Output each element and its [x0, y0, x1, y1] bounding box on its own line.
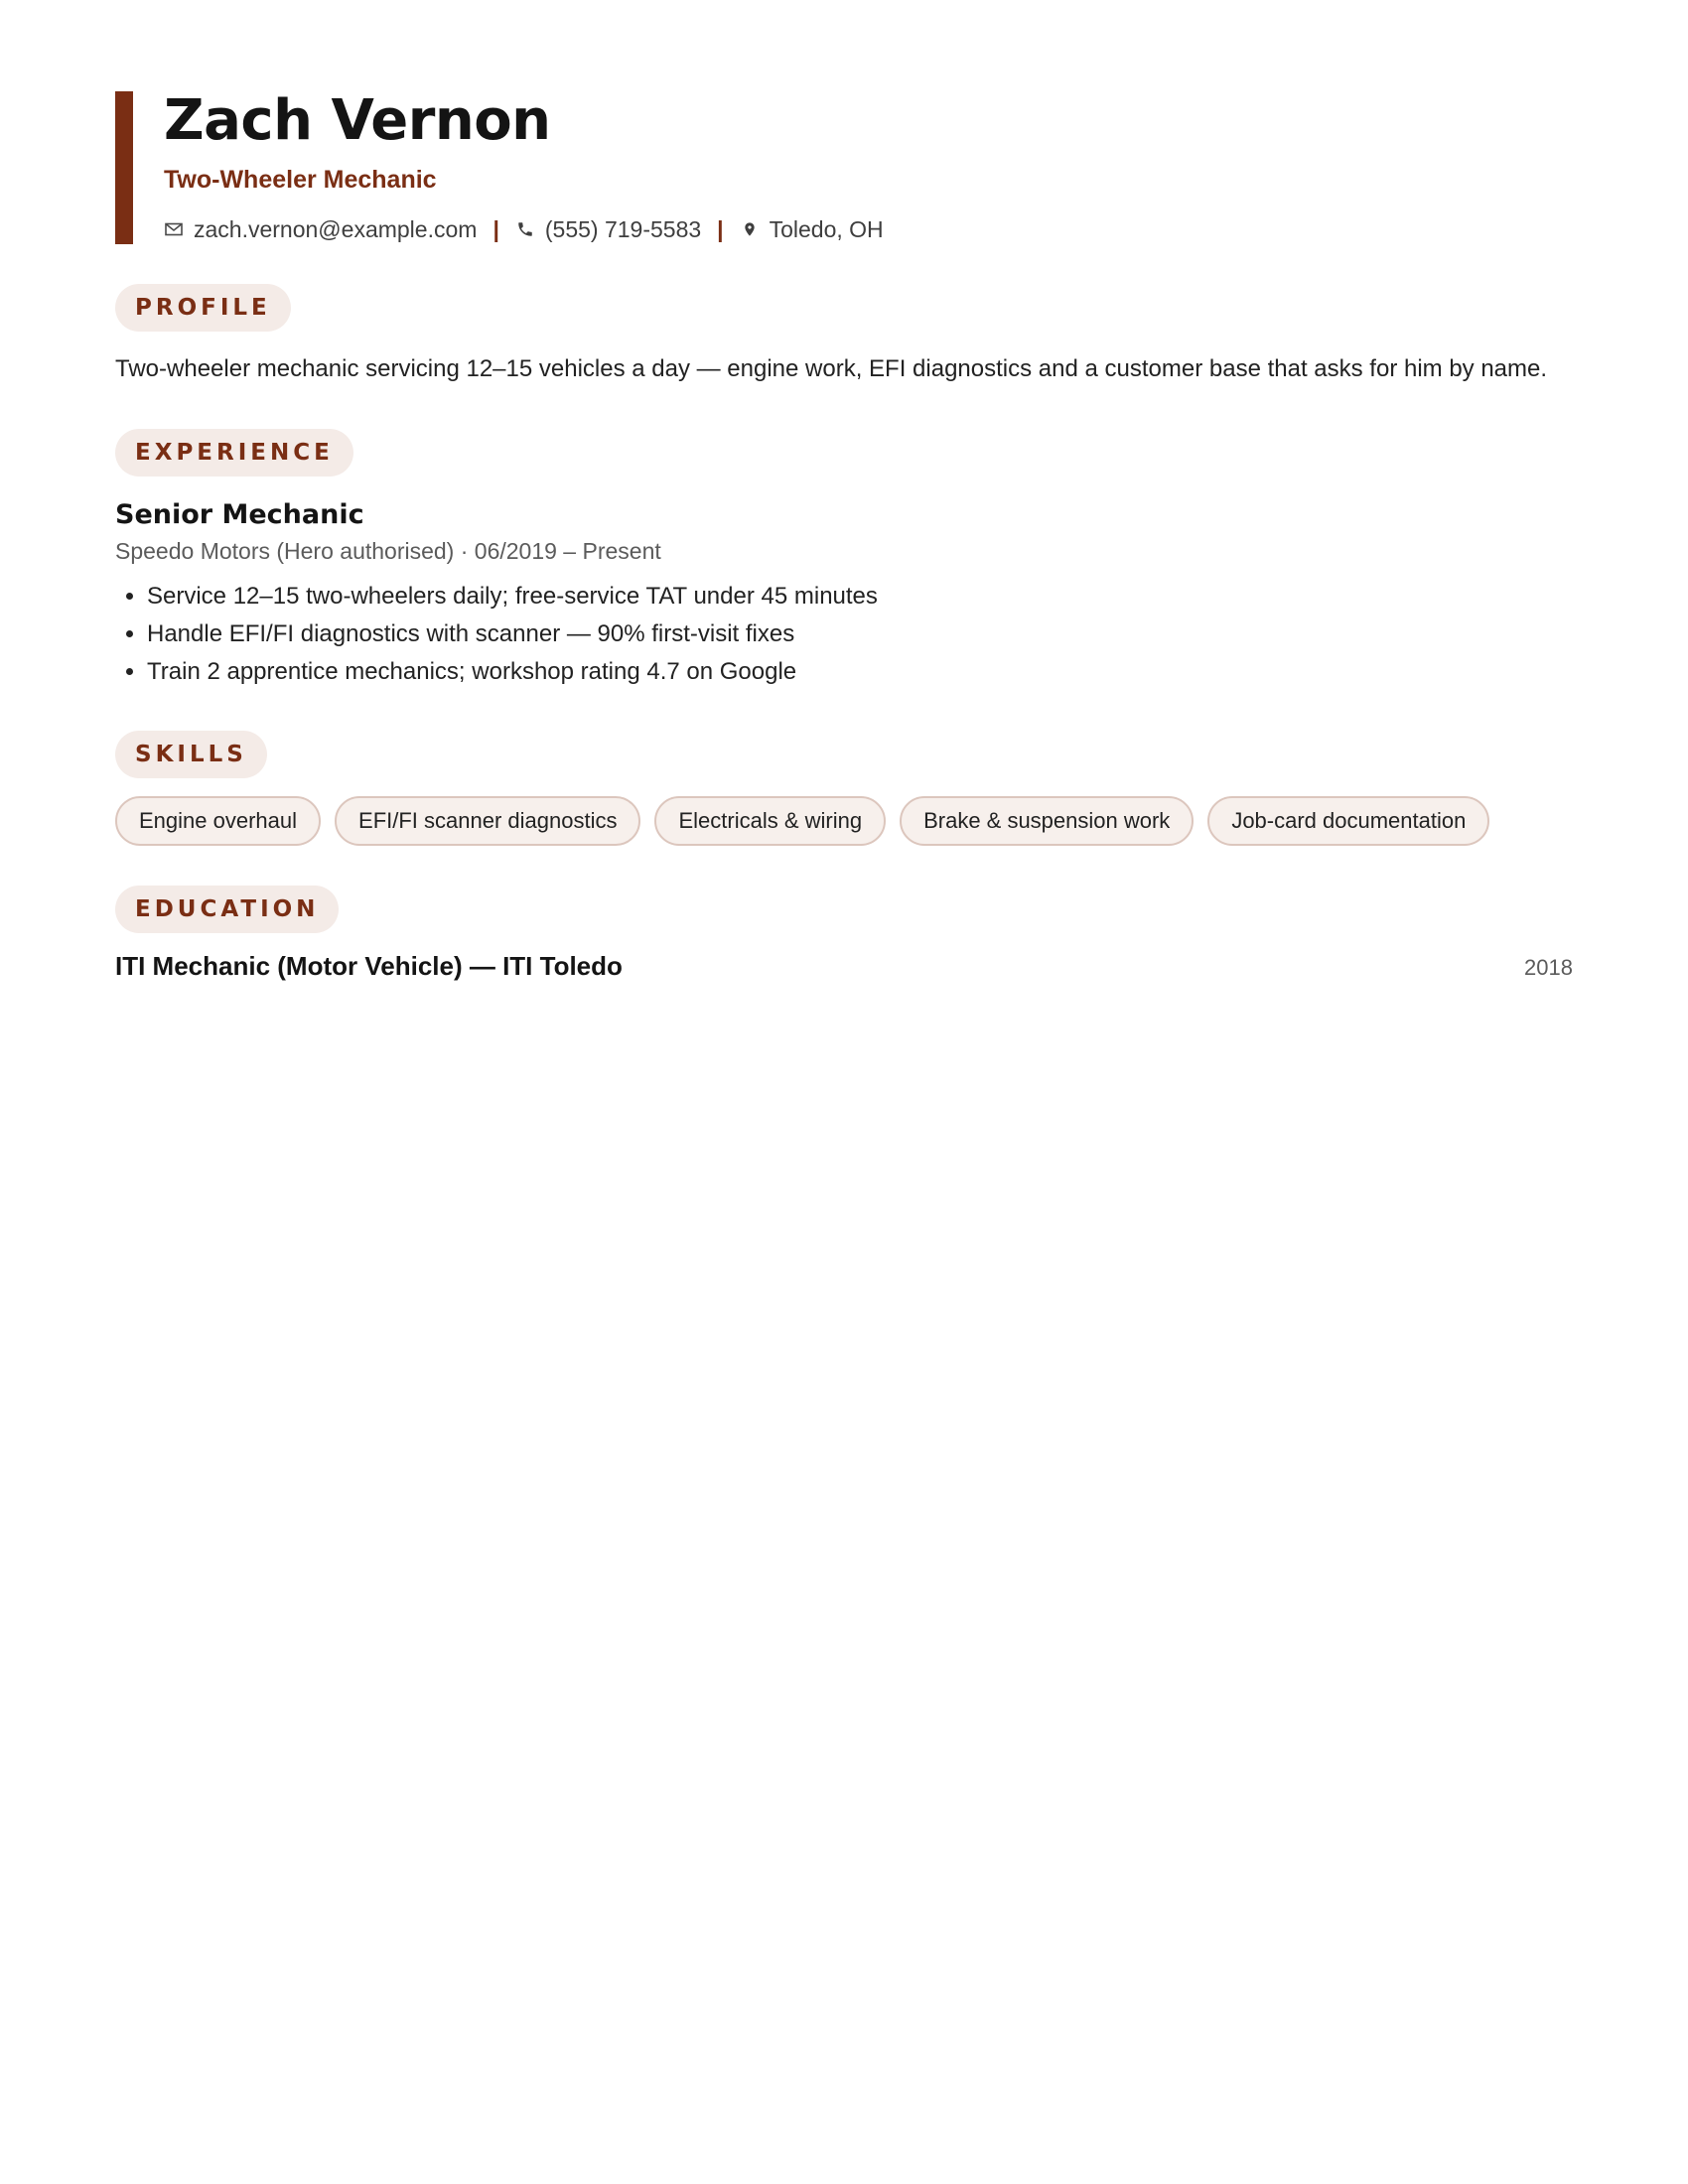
email-text: zach.vernon@example.com — [194, 216, 478, 242]
skills-list — [115, 796, 1573, 846]
header-accent-bar — [115, 91, 133, 244]
job-meta: Speedo Motors (Hero authorised) · 06/2019 – Present — [115, 538, 661, 564]
job-title: Senior Mechanic — [115, 499, 364, 530]
education-section — [115, 886, 1573, 982]
profile-summary: Two-wheeler mechanic servicing 12–15 vehicles a day — engine work, EFI diagnostics and a customer base that asks for him by name. — [115, 355, 1548, 382]
contact-email[interactable] — [164, 214, 477, 244]
skills-heading: SKILLS — [115, 731, 267, 778]
skills-section — [115, 731, 1573, 846]
contact-phone[interactable] — [515, 214, 701, 244]
job-bullets — [115, 578, 1573, 691]
candidate-name: Zach Vernon — [164, 88, 551, 153]
education-year: 2018 — [1524, 955, 1573, 980]
profile-section — [115, 284, 1573, 389]
education-heading: EDUCATION — [115, 886, 339, 933]
skill-chip: EFI/FI scanner diagnostics — [335, 796, 640, 846]
skill-chip: Job-card documentation — [1207, 796, 1489, 846]
phone-text: (555) 719-5583 — [544, 216, 702, 242]
job-bullet: • Train 2 apprentice mechanics; workshop rating 4.7 on Google — [147, 653, 1573, 691]
experience-heading: EXPERIENCE — [115, 429, 353, 477]
job-bullet: • Service 12–15 two-wheelers daily; free-service TAT under 45 minutes — [147, 578, 1573, 615]
contact-location — [740, 214, 884, 244]
skill-chip: Brake & suspension work — [900, 796, 1194, 846]
skill-chip: Electricals & wiring — [654, 796, 886, 846]
contact-separator: | — [492, 216, 499, 242]
contact-separator: | — [717, 216, 724, 242]
candidate-role: Two-Wheeler Mechanic — [164, 166, 437, 194]
education-degree: ITI Mechanic (Motor Vehicle) — ITI Toledo — [115, 951, 623, 981]
resume-header — [115, 88, 1573, 244]
experience-section — [115, 429, 1573, 691]
location-text: Toledo, OH — [769, 216, 884, 242]
location-pin-icon — [740, 219, 760, 239]
job-bullet: • Handle EFI/FI diagnostics with scanner — 90% first-visit fixes — [147, 615, 1573, 653]
education-entry — [115, 951, 1573, 982]
skill-chip: Engine overhaul — [115, 796, 321, 846]
contact-line — [164, 214, 1573, 244]
profile-heading: PROFILE — [115, 284, 291, 332]
mail-icon — [164, 219, 184, 239]
phone-icon — [515, 219, 535, 239]
